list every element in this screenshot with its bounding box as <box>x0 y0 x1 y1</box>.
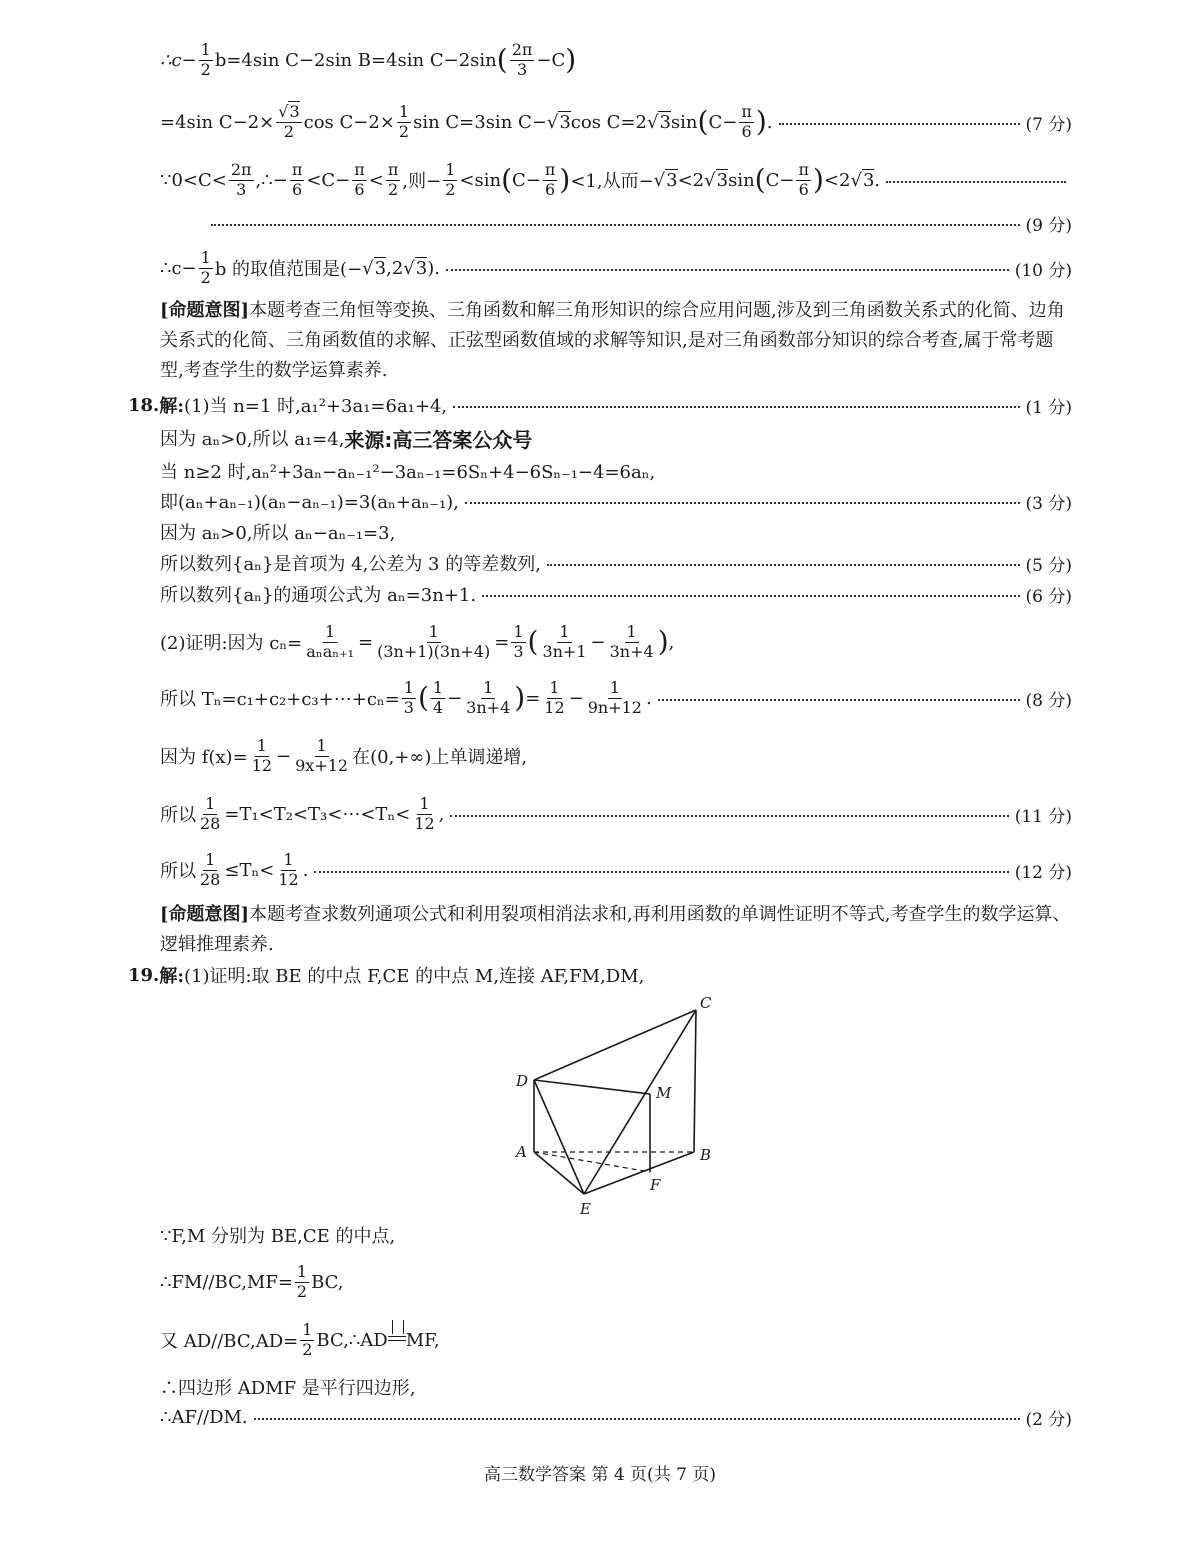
fraction: $\frac{1}{12}$ <box>544 677 565 717</box>
eq-text: ≤Tₙ< <box>224 859 275 881</box>
paren: ( <box>697 105 709 138</box>
eq-text: ∴AF//DM. <box>160 1406 248 1428</box>
eq-text: <sin <box>459 169 502 191</box>
eq-text: ∴四边形 ADMF 是平行四边形, <box>160 1378 416 1399</box>
score-label: (11 分) <box>1014 806 1072 827</box>
sqrt-value: 3 <box>862 170 875 191</box>
eq-text: cos C−2× <box>303 111 395 133</box>
intent-paragraph-1 <box>160 296 1072 386</box>
question-number: 19. <box>128 964 160 986</box>
parallel-equal-sign <box>388 1330 406 1351</box>
intent-label: [命题意图] <box>160 904 250 925</box>
eq-text: 所以数列{aₙ}的通项公式为 aₙ=3n+1. <box>160 585 477 606</box>
score-label: (3 分) <box>1025 493 1072 514</box>
eq-text: <2 <box>677 169 705 191</box>
q18-line-11: 所以 $\frac{1}{28}$ =T₁<T₂<T₃<⋯<Tₙ< $\frac{1}{12}$ , (11 分) <box>160 793 1072 833</box>
fraction-sqrt3-2: √ $\frac{3}{2}$ <box>276 104 301 141</box>
eq-text: 所以 <box>160 861 196 882</box>
intent-paragraph-2 <box>160 900 1072 960</box>
label-A: A <box>516 1143 527 1161</box>
fraction-pi-2: $\frac{\pi}{2}$ <box>387 159 399 199</box>
eq-text: =T₁<T₂<T₃<⋯<Tₙ< <box>224 803 411 825</box>
eq-text: <C− <box>306 169 351 191</box>
q19-line-3 <box>160 1258 1072 1306</box>
intent-text: 本题考查求数列通项公式和利用裂项相消法求和,再利用函数的单调性证明不等式,考查学生的数学运算、逻辑推理素养. <box>160 904 1071 955</box>
sqrt-value: 3 <box>415 258 428 279</box>
eq-text: (1)证明:取 BE 的中点 F,CE 的中点 M,连接 AF,FM,DM, <box>183 966 645 987</box>
eq-line-2: =4sin C−2× √ $\frac{3}{2}$ cos C−2× $\frac{1}{2}$ sin C=3sin C− √ 3 cos C=2 √ 3 sin ( C− $\frac{\pi}{6}$ ) . (7 分) <box>160 100 1072 144</box>
label-C: C <box>700 994 712 1012</box>
sqrt-value: 3 <box>666 170 678 191</box>
dot-leader <box>314 871 1008 873</box>
q19-line-6 <box>160 1404 1072 1430</box>
fraction-pi-6: $\frac{\pi}{6}$ <box>544 159 556 199</box>
eq-text: ∴FM//BC,MF= <box>160 1271 293 1293</box>
fraction: $\frac{1}{12}$ <box>251 735 273 775</box>
dot-leader <box>254 1418 1020 1420</box>
eq-line-4 <box>205 210 1072 236</box>
fraction: $\frac{1}{28}$ <box>200 793 221 833</box>
q19-line-1 <box>128 962 1072 988</box>
eq-text: C− <box>512 169 541 191</box>
fraction-half: $\frac{1}{2}$ <box>200 39 211 79</box>
solve-label: 解: <box>159 396 184 417</box>
eq-text: 所以数列{aₙ}是首项为 4,公差为 3 的等差数列, <box>160 554 541 575</box>
eq-text: ∴c− <box>160 257 197 279</box>
geometry-figure <box>500 990 740 1220</box>
sqrt-value: 3 <box>716 170 729 191</box>
score-label: (7 分) <box>1025 114 1072 135</box>
fraction-half: $\frac{1}{2}$ <box>398 101 410 141</box>
sqrt-value: 3 <box>559 112 571 133</box>
eq-text: MF, <box>405 1329 440 1351</box>
eq-text: 因为 f(x)= <box>160 747 248 768</box>
label-B: B <box>700 1146 712 1164</box>
eq-text: ∵F,M 分别为 BE,CE 的中点, <box>160 1226 396 1247</box>
dot-leader <box>450 815 1008 817</box>
dot-leader <box>779 123 1020 125</box>
page-footer: 高三数学答案 第 4 页(共 7 页) <box>484 1465 716 1485</box>
fraction-pi-6: $\frac{\pi}{6}$ <box>291 159 303 199</box>
fraction: $\frac{1}{3}$ <box>403 677 414 717</box>
dot-leader <box>465 502 1020 504</box>
q18-line-10: 因为 f(x)= $\frac{1}{12}$ − $\frac{1}{9x+12}$ 在(0,+∞)上单调递增, <box>160 735 528 775</box>
q18-line-1 <box>128 392 1072 418</box>
dot-leader <box>453 406 1019 408</box>
fraction: $\frac{1}{9x+12}$ <box>295 735 349 775</box>
q19-line-2 <box>160 1222 1072 1248</box>
eq-text: 又 AD//BC,AD= <box>160 1331 299 1352</box>
edge-EC <box>584 1010 696 1194</box>
fraction-half: $\frac{1}{2}$ <box>200 247 211 287</box>
eq-text: 因为 aₙ>0,所以 a₁=4, <box>160 429 345 450</box>
paren: ) <box>565 43 577 76</box>
fraction-half: $\frac{1}{2}$ <box>296 1261 308 1301</box>
fraction: $\frac{1}{12}$ <box>278 849 299 889</box>
edge-AE <box>534 1152 584 1194</box>
score-label: (2 分) <box>1025 1409 1072 1430</box>
eq-text: C− <box>765 169 795 191</box>
fraction-half: $\frac{1}{2}$ <box>445 159 456 199</box>
eq-text: ). <box>427 257 440 279</box>
solve-label: 解: <box>159 966 184 987</box>
dot-leader <box>886 181 1066 183</box>
intent-text: 本题考查三角恒等变换、三角函数和解三角形知识的综合应用问题,涉及到三角函数关系式的化简、边角关系式的化简、三角函数值的求解、正弦型函数值域的求解等知识,是对三角函数部分知识的综合考查,属于常考题型,考查学生的数学运算素养. <box>160 300 1065 381</box>
eq-text: sin C=3sin C− <box>413 111 547 133</box>
eq-text: < <box>368 169 384 191</box>
fraction: $\frac{1}{12}$ <box>414 793 435 833</box>
q18-line-12: 所以 $\frac{1}{28}$ ≤Tₙ< $\frac{1}{12}$ . (12 分) <box>160 849 1072 889</box>
q18-line-4 <box>160 488 1072 514</box>
score-label: (1 分) <box>1025 397 1072 418</box>
q19-line-5 <box>160 1374 1072 1400</box>
label-E: E <box>580 1200 591 1218</box>
eq-text: ,2 <box>386 257 404 279</box>
q18-line-3 <box>160 458 1072 484</box>
eq-text: C− <box>708 111 738 133</box>
eq-line-5 <box>160 246 1072 290</box>
eq-text: ,则− <box>402 171 442 192</box>
paren: ) <box>755 105 767 138</box>
q19-line-4 <box>160 1316 1072 1364</box>
eq-text: 在(0,+∞)上单调递增, <box>352 747 528 768</box>
score-label: (10 分) <box>1014 260 1072 281</box>
intent-label: [命题意图] <box>160 300 250 321</box>
edge-DM <box>534 1080 650 1094</box>
fraction: $\frac{1}{3n+4}$ <box>609 621 654 661</box>
edge-CB <box>694 1010 696 1152</box>
score-label: (12 分) <box>1014 862 1072 883</box>
fraction: $\frac{1}{9n+12}$ <box>587 677 642 717</box>
eq-line-1 <box>160 38 1072 82</box>
sqrt-value: 3 <box>659 112 671 133</box>
paren: ( <box>496 43 508 76</box>
eq-text: <1,从而− <box>570 171 654 192</box>
eq-text: ∴c− <box>160 49 197 71</box>
eq-text: (2)证明:因为 cₙ= <box>160 633 303 654</box>
dot-leader <box>547 564 1020 566</box>
eq-text: =4sin C−2× <box>160 111 275 133</box>
fraction: $\frac{1}{4}$ <box>432 677 444 717</box>
eq-text: 所以 <box>160 805 196 826</box>
eq-text: BC, <box>311 1271 344 1293</box>
q18-line-2 <box>160 424 1072 452</box>
label-M: M <box>656 1084 672 1102</box>
eq-text: <2 <box>823 169 851 191</box>
fraction-2pi-3: $\frac{2\pi}{3}$ <box>511 39 533 79</box>
score-label: (6 分) <box>1025 586 1072 607</box>
eq-text: b 的取值范围是(− <box>214 259 363 280</box>
eq-text: cos C=2 <box>570 111 647 133</box>
eq-text: 因为 aₙ>0,所以 aₙ−aₙ₋₁=3, <box>160 523 396 544</box>
sqrt-sign <box>547 112 558 133</box>
question-number: 18. <box>128 394 160 416</box>
edge-DE <box>534 1080 584 1194</box>
q18-line-7 <box>160 581 1072 607</box>
fraction-pi-6: $\frac{\pi}{6}$ <box>741 101 752 141</box>
sqrt-value: 3 <box>374 258 387 279</box>
dot-leader <box>446 269 1009 271</box>
eq-text: b=4sin C−2sin B=4sin C−2sin <box>214 49 497 71</box>
sqrt-sign <box>647 112 658 133</box>
eq-text: sin <box>728 169 755 191</box>
fraction: $\frac{1}{\text{aₙaₙ₊₁}}$ <box>306 621 355 661</box>
fraction: $\frac{1}{3n+4}$ <box>466 677 511 717</box>
eq-text: BC,∴AD <box>316 1329 388 1351</box>
fraction-2pi-3: $\frac{2\pi}{3}$ <box>230 159 252 199</box>
fraction: $\frac{1}{3}$ <box>513 621 524 661</box>
score-label: (8 分) <box>1025 690 1072 711</box>
eq-text: 当 n≥2 时,aₙ²+3aₙ−aₙ₋₁²−3aₙ₋₁=6Sₙ+4−6Sₙ₋₁−4=6aₙ, <box>160 462 656 483</box>
q18-line-6 <box>160 550 1072 576</box>
q18-line-9: 所以 Tₙ=c₁+c₂+c₃+⋯+cₙ= $\frac{1}{3}$ ( $\frac{1}{4}$ − $\frac{1}{3n+4}$ ) = $\frac{1}{12}$ − $\frac{1}{9n+12}$ . (8 分) <box>160 677 1072 717</box>
label-F: F <box>650 1176 661 1194</box>
label-D: D <box>516 1072 529 1090</box>
score-label: (9 分) <box>1025 215 1072 236</box>
eq-text: ,∴− <box>255 169 288 191</box>
edge-DC <box>534 1010 696 1080</box>
eq-text: 即(aₙ+aₙ₋₁)(aₙ−aₙ₋₁)=3(aₙ+aₙ₋₁), <box>160 492 459 513</box>
eq-text: sin <box>670 111 698 133</box>
eq-line-3: ∵0<C< $\frac{2\pi}{3}$ ,∴− $\frac{\pi}{6}$ <C− $\frac{\pi}{6}$ < $\frac{\pi}{2}$ ,则− $\frac{1}{2}$ <sin ( C− $\frac{\pi}{6}$ ) <1,从而− √ 3 <2 √ 3 sin ( C− $\frac{\pi}{6}$ ) <2 √ 3 . <box>160 158 1072 202</box>
eq-text: ∵0<C< <box>160 169 227 191</box>
dot-leader <box>658 699 1020 701</box>
fraction: $\frac{1}{(3n+1)(3n+4)}$ <box>377 621 491 661</box>
dot-leader <box>482 595 1019 597</box>
fraction-pi-6: $\frac{\pi}{6}$ <box>354 159 365 199</box>
fraction: $\frac{1}{28}$ <box>200 849 221 889</box>
fraction-pi-6: $\frac{\pi}{6}$ <box>798 159 809 199</box>
q18-line-5 <box>160 519 1072 545</box>
fraction: $\frac{1}{3n+1}$ <box>542 621 587 661</box>
score-label: (5 分) <box>1025 555 1072 576</box>
edge-EB <box>584 1152 694 1194</box>
eq-text: (1)当 n=1 时,a₁²+3a₁=6a₁+4, <box>183 396 448 417</box>
q18-line-8: (2)证明:因为 cₙ= $\frac{1}{\text{aₙaₙ₊₁}}$ = $\frac{1}{(3n+1)(3n+4)}$ = $\frac{1}{3}$ ( $\frac{1}{3n+1}$ − $\frac{1}{3n+4}$ ) , <box>160 621 675 661</box>
eq-text: 所以 Tₙ=c₁+c₂+c₃+⋯+cₙ= <box>160 689 400 710</box>
dot-leader <box>211 224 1020 226</box>
edge-AF-dashed <box>534 1152 650 1172</box>
eq-text: −C <box>536 49 566 71</box>
watermark-text: 来源:高三答案公众号 <box>344 427 533 452</box>
fraction-half: $\frac{1}{2}$ <box>302 1319 313 1359</box>
